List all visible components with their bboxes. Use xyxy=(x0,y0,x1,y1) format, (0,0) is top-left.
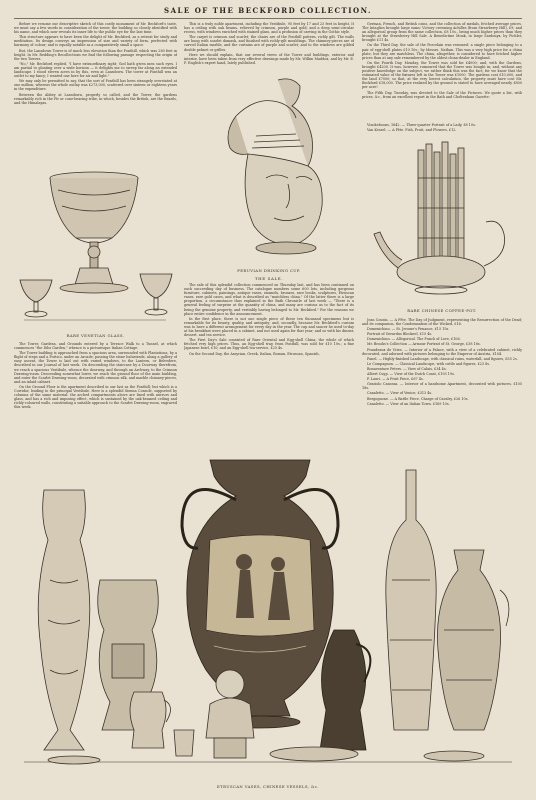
text-paragraph: Domenichino. — Allegorical. The Punch of Love, £106. xyxy=(367,337,461,342)
caption-peruvian-cup: PERUVIAN DRINKING CUP. xyxy=(237,268,301,273)
text-paragraph: Panel. — Highly-finished Landscape, with classical ruins, waterfall, and figures, £55 2s. xyxy=(367,356,518,361)
text-paragraph: Domenichino. — St. Jerome's Penance, £15 15s. xyxy=(367,327,450,332)
text-paragraph: Portrait of Gerardus Blockeel, £15 4s. xyxy=(367,332,433,337)
text-paragraph: But, the Lansdown Tower is of much less elevation than the Fonthill, which was 280 feet in height. In Mr. Redding's Recollections we find the following passage respecting the origin of the two Towers. xyxy=(14,48,177,61)
text-paragraph: The Fifth Day, Tuesday, was devoted to the Sale of the Pictures. We quote a list, with prices, &c., from an excellent report in the Bath and Cheltenham Gazette: xyxy=(362,90,522,99)
text-paragraph: The carpet is crimson and scarlet; the chairs are of the Fonthill pattern, richly gilt. The walls are hung with scarlet damask, and finished with richly-gilt mouldings. The chimney-pieces are of carved Italian marble, and the curtains are of purple and scarlet; and to the windows are gilded double pelmet or grilles. xyxy=(184,35,354,52)
goblet-drawing xyxy=(50,172,138,293)
text-paragraph: Canaletto. — View of an Italian Town. £169 10s. xyxy=(367,401,450,406)
small-cup-left xyxy=(20,280,52,317)
text-paragraph: This is a truly noble apartment, including the Vestibule, 95 feet by 17 and 23 feet in height. It has a ceiling with oak beams, relieved by crimson, purple and gold; and a deep semi-circular recess, with windows enriched with stained glass, and a profusion of carving in the Gothic style. xyxy=(184,22,354,35)
text-paragraph: On the Ground Floor is the apartment described in our last as the Fonthill; but which is a Corridor, leading to the principal Vestibule. Here is a splendid Sienna Console, supported by columns of the same material: the arched compartments above are lined with mirrors and glass, and has a rich and imposing effect, which is sustained by the oak-beamed ceiling and richly-coloured walls, constituting a suitable approach to the Scarlet Drawing-room, engraved this week. xyxy=(14,384,177,410)
text-paragraph: Fraudeaux de Vries. — Interior of a Palace, with a view of a celebrated cabinet, richly decorated, and adorned with pictures belonging to the Emperor of Austria, £104. xyxy=(362,347,522,356)
text-paragraph: Bonaventure Peters. — View of Calais, £34 4s. xyxy=(367,366,447,371)
column-3-price-list-top xyxy=(362,123,522,135)
text-paragraph: P. Lauri. — A Fruit Piece, £67 4s. xyxy=(367,377,424,382)
caption-coffee-pot: RARE CHINESE COFFEE-POT. xyxy=(407,308,477,313)
text-paragraph: Van Kessel. — A Fête. Fish, Fruit, and Flowers, £12. xyxy=(367,128,457,133)
text-paragraph: In the first place, there is not one single piece of these ten thousand specimens but is remarkable for its beauty, quality, and antiquity; and, secondly, because Mr. Beckford's custom was to have a different arrangement for every day in the year. The cup and saucer he used to-day at his breakfast were placed in a cabinet, and not used again for that year; and so with his dinner, dessert, and tea service. xyxy=(184,316,354,338)
coffee-pot-drawing xyxy=(374,142,505,294)
text-paragraph: Mr. Brooks's Collection — Armour Portrait of St. George, £38 18s. xyxy=(367,342,481,347)
small-jug xyxy=(130,692,171,748)
text-paragraph: This structure appears to have been the delight of Mr. Beckford, as a retreat for study and meditation. Its design conveys an impression of size and variety of form, perfected with harmony of colour; and is equally notable as a comparatively small a space. xyxy=(14,35,177,48)
bottle-vase-right xyxy=(386,470,436,730)
text-paragraph: Jean Cousin. — A Fête. The Day of Judgment, representing the Resurrection of the Dead; and its companion, the Condemnation of the Wicked, £16. xyxy=(362,318,522,327)
column-1-top-text xyxy=(14,22,177,168)
foreground-pieces xyxy=(48,730,484,764)
vases-vessels-illustration xyxy=(14,430,522,780)
page-header xyxy=(14,4,522,19)
peruvian-cup-illustration xyxy=(196,76,346,266)
venetian-glass-illustration xyxy=(14,170,177,330)
text-paragraph: Between the Abbey at Lansdown, properly so called, and the Tower, the gardens remarkably rich in the Fir or cone-bearing tribe, in which, besides the British, are the Brazils, and the Himalayas. xyxy=(14,92,177,105)
small-cup-right xyxy=(140,274,172,315)
flat-dish xyxy=(270,747,358,761)
text-paragraph: Vinckeboons, 1642. — Three-quarter Portrait of a Lady, £8 10s. xyxy=(367,123,476,127)
text-paragraph: The Tower building is approached from a spacious area, surrounded with Plantations, by a flight of steps and a Portico, under an Arcade; passing the stone balustrade, along a gallery of easy ascent, the Tower is laid out with varied windows, to the Lantern, or Belvedere, described in our Journal of last week. On descending the staircase by a Doorway therefrom, we reach a spacious Vestibule, whence the doorway, and through an Archway, to the Crimson Drawing-room. Descending somewhat lower, we reach the ground floor of the main building, and enter the Scarlet Drawing-room, decorated with crimson silk, and marble chimney-pieces, and an inlaid cabinet. xyxy=(14,351,177,384)
text-paragraph: On the Fourth Day, Monday, the Tower was sold for £4000; and, with the Gardens, brought £4200. It was, however, rumoured that the Tower was bought in; and, without any positive knowledge on the subject, we rather think this was the fact; for we know that the estimated value of the fixtures left in the Tower was £1000. The gardens cost £10,000, and the land £7000; so that, at the very lowest calculation, the property must have cost Mr. Beckford £18,000. The price realized by the ground is stated to have averaged nearly £800 per acre! xyxy=(362,60,522,90)
text-paragraph: Le Compagnon. — Classical Landscape, with cattle and figures, £23 8s. xyxy=(367,361,491,366)
text-paragraph: The First Day's Sale consisted of Rare Oriental and Egg-shell China; the whole of which fetched very high prices. Thus, an Egg-shell tray, from Fonthill, was sold for £10 10s.; a fine Japanese bowl, £10; and an Egg-shell tea-service, £25 4s. xyxy=(184,338,354,351)
sale-heading: THE SALE. xyxy=(254,276,284,281)
text-paragraph: Graziolo Canossa. — Interior of a handsome Apartment, decorated with pictures, £105 18s. xyxy=(362,382,522,391)
text-paragraph: On the Second Day, the Assyrian, Greek, Italian, Roman, Etruscan, Spanish, xyxy=(189,351,320,356)
text-paragraph: Albert Cuyp. — View of the Dutch Coast, £193 19s. xyxy=(367,372,455,377)
text-paragraph: On the Third Day, the sale of the Porcelain was resumed: a single piece belonging to a pair of egg-shell plates £10 10s.; by Messrs. Nathan. This was a very high price for a china plate, but they are matchless. The china, altogether, is considered to have fetched higher prices than at any sale remembered by the oldest china-dealer in England. xyxy=(362,43,522,60)
column-3-price-list xyxy=(362,318,522,426)
text-paragraph: The Tower, Gardens, and Grounds entered by a Terrace Walk to a Tunnel, at which commences "the Dibs Garden," whence is a picturesque Italian Cottage. xyxy=(14,342,177,351)
column-2-top-text xyxy=(184,22,354,74)
text-paragraph: We may only be permitted to say, that the sort of Fonthill has been strangely overstated at one million; whereas the whole outlay was £273,000, scattered over sixteen or eighteen years in the expenditure. xyxy=(14,79,177,92)
text-paragraph: The sale of this splendid collection commenced on Thursday last, and has been continued on each succeeding day of business. The catalogue numbers some 600 lots, including gorgeous furniture, cabinets, paintings, antique vases, enamels, bronzes, rare books, sculptures, Etruscan vases, rare gold cases, and what is described as "matchless china." Of the latter there is a large proportion, a circumstance thus explained in the Bath Chronicle of last week — "There is a general feeling of surprise at the quantity of china, and many are curious as to the fact of its being the genuine property, and veritably having belonged to Mr. Beckford." For the reasons we place entire confidence in the announcement. xyxy=(184,283,354,316)
tall-vase-left xyxy=(38,490,90,750)
coffee-pot-illustration xyxy=(366,138,518,306)
caption-vessels: ETRUSCAN VASES, CHINESE VESSELS, &c. xyxy=(217,784,319,789)
cup-drawing xyxy=(228,79,322,254)
column-2-sale-text xyxy=(184,283,354,426)
column-3-top-text xyxy=(362,22,522,122)
text-paragraph: German, French, and British coins, and the collection of medals, fetched average prices. The Intaglios brought large sums: Victory crowning Achilles (from Strawberry Hill), £9; and an allegorical group from the same collection, £8 10s., being much higher prices than they brought at the Strawberry Hill Sale. A Benedictine Monk, in large Sardonyx, by Pichler, brought £11 4s. xyxy=(362,22,522,43)
column-1-bottom-text xyxy=(14,342,177,426)
caption-venetian-glass: RARE VENETIAN GLASS. xyxy=(66,333,125,338)
central-amphora xyxy=(182,460,338,728)
text-paragraph: Before we resume our descriptive sketch of this costly monument of Mr. Beckford's taste, we must say a few words in consideration of the tower, the building so closely identified with his name, and which now reveals its inner life to the public eye for the last time. xyxy=(14,22,177,35)
chinese-vessel-right xyxy=(437,550,508,730)
text-paragraph: Bergognone. — A Battle Piece. Charge of Cavalry, £26 10s. xyxy=(367,396,469,401)
page-title: SALE OF THE BECKFORD COLLECTION. xyxy=(164,6,372,15)
text-paragraph: Here we should explain, that our several views of the Tower and buildings, exterior and interior, have been taken from very effective drawings made by Mr. Wilkin Maddox, and by Mr. E. F. English's expert hand, lately published. xyxy=(184,52,354,65)
text-paragraph: Canaletto. — View of Venice, £313 4s. xyxy=(367,391,433,396)
text-paragraph: "No," Mr. Beckford replied, "I have extraordinary sight; God hath given men such eyes. I am partial to gloating over a wide horizon — it delights me to sweep far along an extended landscape. I stood eleven acres in by this, even at Lansdown. The tower at Fonthill was an outlet to my fancy; I wanted one here for air and light." xyxy=(14,61,177,79)
dark-jug xyxy=(320,630,370,750)
